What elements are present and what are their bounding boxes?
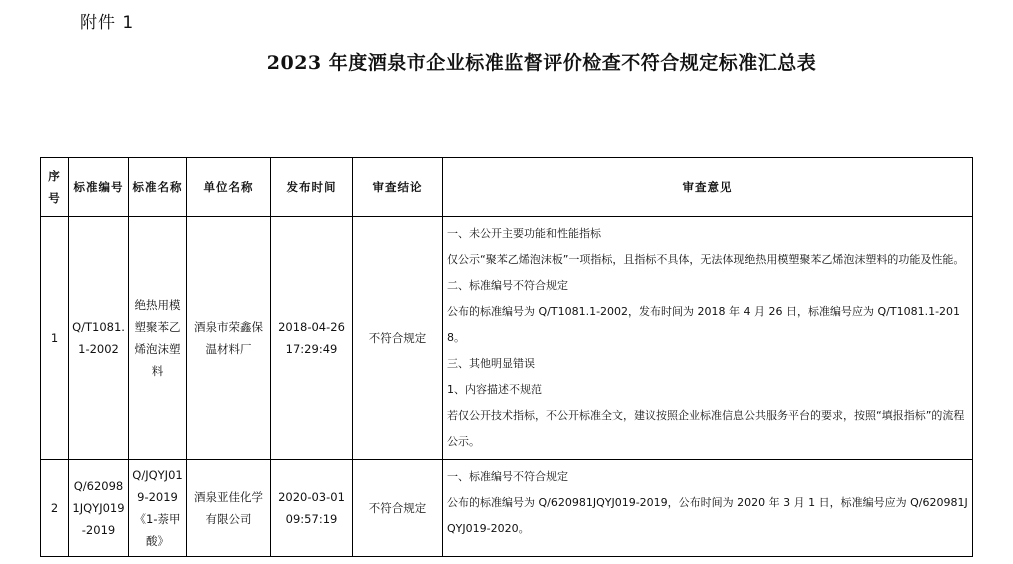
cell-company: 酒泉亚佳化学有限公司	[187, 460, 271, 557]
header-publish-time: 发布时间	[271, 158, 353, 217]
table-row	[41, 217, 973, 460]
cell-publish-time: 2020-03-01 09:57:19	[271, 460, 353, 557]
opinion-line: 1、内容描述不规范	[447, 383, 542, 396]
opinion-line: 三、其他明显错误	[447, 357, 535, 370]
header-conclusion: 审查结论	[353, 158, 443, 217]
cell-std-name: Q/JQYJ019-2019《1-萘甲酸》	[129, 460, 187, 557]
cell-std-name: 绝热用模塑聚苯乙烯泡沫塑料	[129, 217, 187, 460]
cell-std-no: Q/T1081.1-2002	[69, 217, 129, 460]
opinion-line: 若仅公开技术指标，不公开标准全文，建议按照企业标准信息公共服务平台的要求，按照“填报指标”的流程公示。	[447, 409, 965, 448]
cell-opinion	[443, 460, 973, 557]
cell-opinion	[443, 217, 973, 460]
header-seq: 序号	[41, 158, 69, 217]
header-std-name: 标准名称	[129, 158, 187, 217]
opinion-line: 公布的标准编号为 Q/620981JQYJ019-2019，公布时间为 2020 年 3 月 1 日，标准编号应为 Q/620981JQYJ019-2020。	[447, 496, 968, 535]
page-title: 2023 年度酒泉市企业标准监督评价检查不符合规定标准汇总表	[266, 52, 817, 74]
cell-seq: 2	[41, 460, 69, 557]
opinion-line: 一、标准编号不符合规定	[447, 470, 568, 483]
table-header-row	[41, 158, 973, 217]
cell-company: 酒泉市荣鑫保温材料厂	[187, 217, 271, 460]
table-row	[41, 460, 973, 557]
header-opinion: 审查意见	[443, 158, 973, 217]
opinion-line: 二、标准编号不符合规定	[447, 279, 568, 292]
summary-table	[40, 157, 973, 557]
cell-conclusion: 不符合规定	[353, 460, 443, 557]
opinion-line: 公布的标准编号为 Q/T1081.1-2002，发布时间为 2018 年 4 月 26 日，标准编号应为 Q/T1081.1-2018。	[447, 305, 961, 344]
cell-publish-time: 2018-04-26 17:29:49	[271, 217, 353, 460]
cell-seq: 1	[41, 217, 69, 460]
header-company: 单位名称	[187, 158, 271, 217]
attachment-label: 附件 1	[80, 13, 135, 33]
header-std-no: 标准编号	[69, 158, 129, 217]
cell-std-no: Q/620981JQYJ019-2019	[69, 460, 129, 557]
cell-conclusion: 不符合规定	[353, 217, 443, 460]
opinion-line: 一、未公开主要功能和性能指标	[447, 227, 601, 240]
opinion-line: 仅公示“聚苯乙烯泡沫板”一项指标，且指标不具体，无法体现绝热用模塑聚苯乙烯泡沫塑料的功能及性能。	[447, 253, 965, 266]
